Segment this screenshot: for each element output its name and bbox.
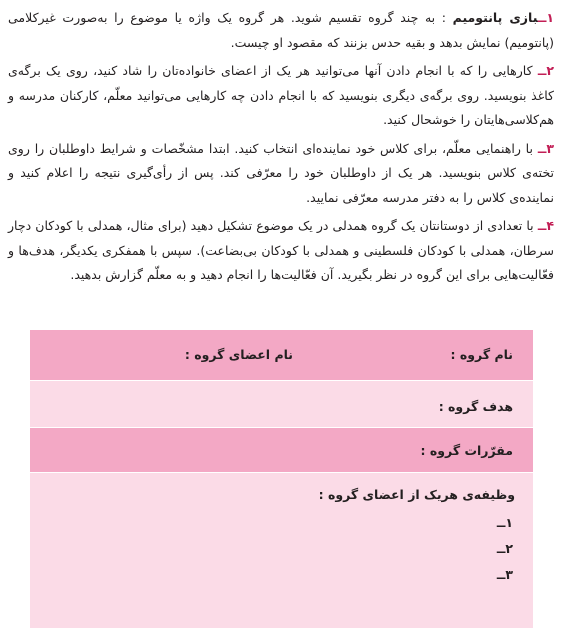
- duty-item-2: ۲ــ: [496, 541, 513, 556]
- group-goal-label: هدف گروه :: [438, 399, 513, 414]
- paragraph-4: [8, 214, 554, 288]
- paragraph-text: کارهایی را که با انجام دادن آنها می‌توانید هر یک از اعضای خانواده‌تان را شاد کنید، روی یک برگه‌ی کاغذ بنویسید. روی برگه‌ی دیگری بنویسید که با انجام دادن چه کارهایی می‌توانید معلّم، کارکنان مدرسه و هم‌کلاسی‌هایتان را خوشحال کنید.: [8, 63, 554, 127]
- item-number: ۱ــ: [537, 10, 554, 25]
- paragraph-1: [8, 6, 554, 55]
- group-goal-row: [30, 381, 533, 427]
- item-number: ۴ــ: [537, 218, 554, 233]
- group-name-row: [30, 330, 533, 380]
- member-duties-row: [30, 473, 533, 628]
- group-form: [30, 330, 533, 628]
- paragraph-2: [8, 59, 554, 133]
- paragraph-text: با راهنمایی معلّم، برای کلاس خود نماینده‌ای انتخاب کنید. ابتدا مشخّصات و شرایط داوطلبان را روی تخته‌ی کلاس بنویسید. هر یک از داوطلبان خود را معرّفی کند. پس از رأی‌گیری نتیجه را اعلام کنید و نماینده‌ی کلاس را به دفتر مدرسه معرّفی نمایید.: [8, 140, 554, 205]
- members-names-label: نام اعضای گروه :: [184, 347, 293, 362]
- paragraph-text: : به چند گروه تقسیم شوید. هر گروه یک واژه یا موضوع را به‌صورت غیرکلامی (پانتومیم) نمایش بدهد و بقیه حدس بزنند که مقصود او چیست.: [8, 10, 554, 50]
- paragraph-text: با تعدادی از دوستانتان یک گروه همدلی در یک موضوع تشکیل دهید (برای مثال، همدلی با کودکان دچار سرطان، همدلی با کودکان فلسطینی و همدلی با کودکان بی‌بضاعت). سپس با همفکری یکدیگر، هدف‌ها و فعّالیت‌هایی برای این گروه در نظر بگیرید. آن فعّالیت‌ها را انجام دهید و به معلّم گزارش بدهید.: [8, 218, 554, 282]
- activity-title: بازی پانتومیم: [452, 10, 538, 25]
- group-rules-row: [30, 428, 533, 472]
- duty-item-3: ۳ــ: [496, 567, 513, 582]
- group-name-label: نام گروه :: [450, 347, 513, 362]
- activity-text: [8, 6, 554, 288]
- paragraph-3: [8, 137, 554, 211]
- duty-item-1: ۱ــ: [496, 515, 513, 530]
- member-duties-label: وظیفه‌ی هریک از اعضای گروه :: [318, 487, 515, 502]
- item-number: ۳ــ: [537, 140, 554, 156]
- item-number: ۲ــ: [537, 63, 554, 78]
- group-rules-label: مقرّرات گروه :: [420, 443, 513, 458]
